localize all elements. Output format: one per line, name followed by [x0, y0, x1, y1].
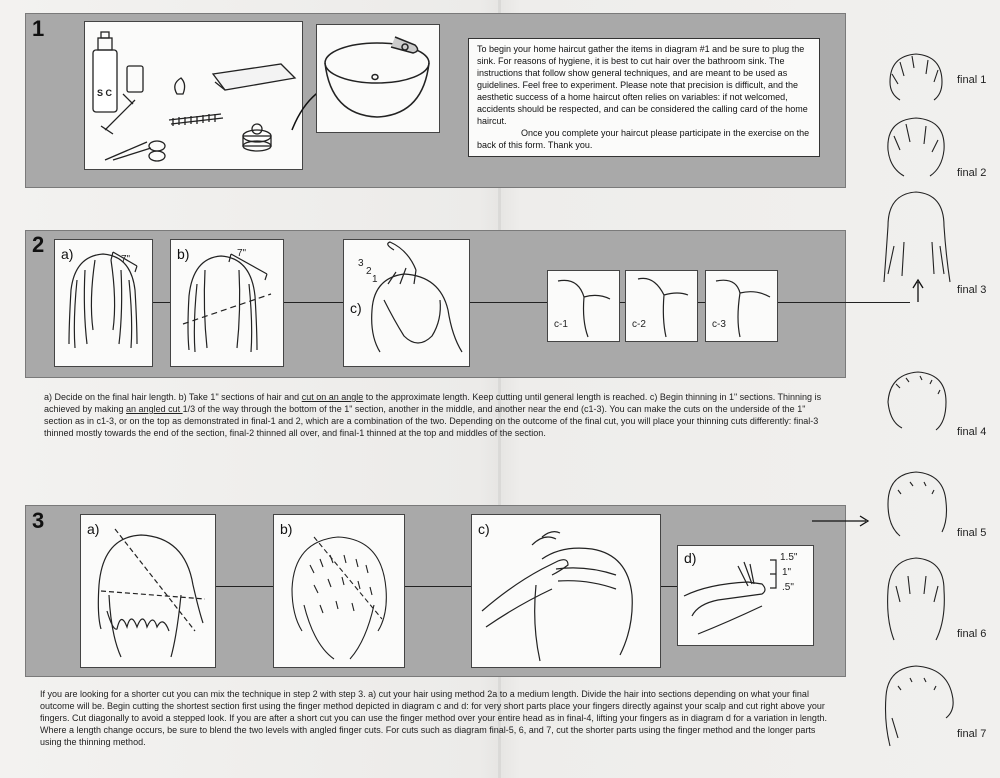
step2-instructions: a) Decide on the final hair length. b) Take 1" sections of hair and cut on an angle to the approximate length. Keep cutting until general length is reached. c) Begin thinning in 1" sections. Thinning is achieved by making an angled cut 1/3 of the way through the bottom of the 1" section, another in the middle, and another near the end (c1-3). You can make the cuts on the underside of the 1" section as in c1-3, or on the top as demonstrated in final-1 and 2, which are a combination of the two. Depending on the outcome of the final cut, you will place your thinning cuts differently: final-3 thinned mostly towards the end of the section, final-2 thinned all over, and final-1 thinned at the top and middles of the section.: [44, 392, 822, 438]
final5-arrow: [812, 514, 872, 528]
final-label-6: final 6: [957, 628, 987, 640]
step2a-panel: [54, 239, 153, 367]
step3-instructions: If you are looking for a shorter cut you can mix the technique in step 2 with step 3. a) cut your hair using method 2a to a medium length. Divide the hair into sections depending on what your final outcome will be. Begin cutting the shortest section first using the finger method depicted in diagram c and d: for very short parts place your fingers directly against your scalp and cut right above your fingers. Cut diagonally to avoid a stepped look. If you are after a short cut you can use the finger method over your entire head as in final-4, lifting your fingers as in diagram d for a variation in length. Where a length change occurs, be sure to blend the two levels with angled finger cuts. For cuts such as diagram final-5, 6, and 7, cut the shorter parts using the finger method and the longer parts using the thinning method.: [40, 689, 827, 747]
measure-0-5: .5": [782, 582, 794, 593]
step2-c2-label: c-2: [632, 319, 646, 330]
step2-c1-label: c-1: [554, 319, 568, 330]
step2c-panel: [343, 239, 470, 367]
final-label-3: final 3: [957, 284, 987, 296]
haircut-items-drawing: [85, 22, 302, 169]
step2-c3-label: c-3: [712, 319, 726, 330]
step3d-label: d): [684, 550, 697, 566]
finger-method-drawing: [472, 515, 660, 667]
thinning-mark-1: 1: [372, 274, 378, 285]
step3c-panel: [471, 514, 661, 668]
bottle-label: S C: [97, 88, 113, 98]
step3a-panel: [80, 514, 216, 668]
intro-paragraph-1: To begin your home haircut gather the items in diagram #1 and be sure to plug the sink. For reasons of hygiene, it is best to cut hair over the bathroom sink. The instructions that follow show general techniques, and are meant to be used as guidelines. Feel free to experiment. Please note that precision is difficult, and the aesthetic success of a home haircut often relies on variables: if not welcomed, accidents should be respected, and can be considered the calling card of the home haircut.: [477, 44, 808, 126]
step2b-label: b): [177, 246, 190, 262]
section-c3-drawing: [706, 271, 777, 341]
final-label-4: final 4: [957, 426, 987, 438]
step1-number: 1: [32, 16, 45, 41]
final-label-7: final 7: [957, 728, 987, 740]
sink-panel: [316, 24, 440, 133]
step3-number: 3: [32, 508, 45, 533]
measure-1: 1": [782, 567, 792, 578]
thinning-mark-3: 3: [358, 258, 364, 269]
final-label-1: final 1: [957, 74, 987, 86]
step3a-label: a): [87, 521, 100, 537]
short-section-drawing: [274, 515, 404, 667]
step2-c2-panel: [625, 270, 698, 342]
medium-cut-drawing: [81, 515, 215, 667]
final-styles-drawing: [876, 46, 956, 766]
section-c1-drawing: [548, 271, 619, 341]
measure-1-5: 1.5": [780, 552, 798, 563]
step3c-label: c): [478, 521, 490, 537]
step2-c3-panel: [705, 270, 778, 342]
step3d-panel: [677, 545, 814, 646]
thinning-mark-2: 2: [366, 266, 372, 277]
step2b-panel: [170, 239, 284, 367]
step3b-label: b): [280, 521, 293, 537]
step2a-length: 7": [121, 254, 131, 265]
final-label-2: final 2: [957, 167, 987, 179]
section-c2-drawing: [626, 271, 697, 341]
step2a-label: a): [61, 246, 74, 262]
intro-paragraph-2: Once you complete your haircut please participate in the exercise on the back of this form. Thank you.: [477, 128, 810, 150]
step2-c1-panel: [547, 270, 620, 342]
intro-note: [468, 38, 820, 157]
items-panel: [84, 21, 303, 170]
step2c-label: c): [350, 300, 362, 316]
step2b-length: 7": [237, 248, 247, 259]
final-label-5: final 5: [957, 527, 987, 539]
step2-number: 2: [32, 232, 45, 257]
sink-drawing: [317, 25, 439, 132]
step3b-panel: [273, 514, 405, 668]
